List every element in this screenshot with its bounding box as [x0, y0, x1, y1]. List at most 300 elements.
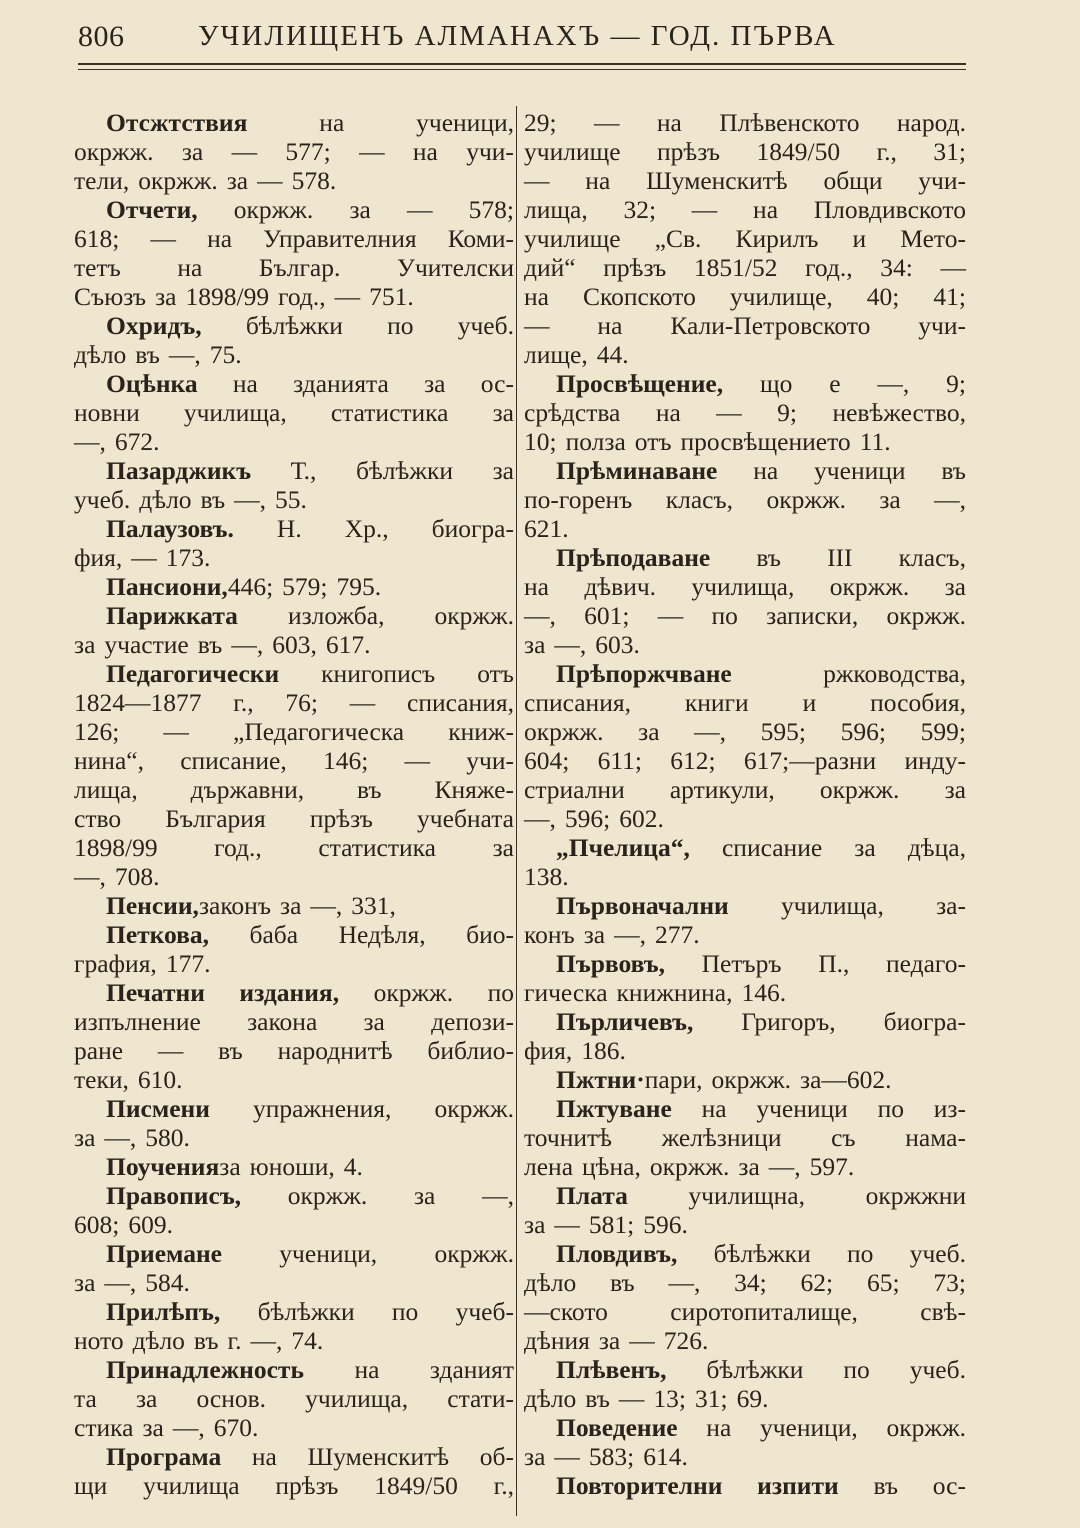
- index-entry-text: за: [854, 833, 876, 862]
- index-line: [74, 601, 514, 630]
- index-entry-text: ученици,: [759, 1413, 858, 1442]
- index-entry-keyword: Пжтуване: [556, 1094, 672, 1123]
- index-entry-text: бѣлѣжки: [706, 1355, 804, 1384]
- index-line: [74, 717, 514, 746]
- index-entry-text: Кали-Петровското: [670, 311, 871, 340]
- index-entry-text: г.,: [876, 137, 897, 166]
- index-entry-text: по: [847, 1239, 874, 1268]
- index-line: [74, 398, 514, 427]
- index-line: [524, 1384, 966, 1413]
- index-entry-text: баба: [249, 920, 299, 949]
- index-entry-text: основ.: [196, 1384, 267, 1413]
- index-entry-text: 74.: [291, 1326, 324, 1355]
- index-entry-text: лища,: [74, 775, 138, 804]
- index-entry-text: 602.: [619, 804, 664, 833]
- index-entry-text: училища,: [691, 572, 795, 601]
- index-entry-text: училище: [524, 137, 621, 166]
- index-entry-text: тели,: [74, 166, 130, 195]
- index-entry-text: Шуменскитѣ: [307, 1442, 450, 1471]
- index-line: [524, 1094, 966, 1123]
- index-entry-text: 603,: [272, 630, 317, 659]
- index-line: [74, 369, 514, 398]
- index-entry-text: зданията: [293, 369, 389, 398]
- index-entry-text: 670.: [213, 1413, 259, 1442]
- index-entry-text: учебната: [417, 804, 514, 833]
- index-entry-text: —,: [768, 1152, 801, 1181]
- index-entry-text: окржж.: [434, 1239, 514, 1268]
- index-entry-text: стриални: [524, 775, 625, 804]
- index-entry-text: за: [524, 630, 546, 659]
- index-entry-text: —: [554, 1210, 580, 1239]
- index-entry-text: на: [597, 311, 623, 340]
- index-line: [524, 746, 966, 775]
- index-line: [74, 1007, 514, 1036]
- index-entry-text: учеб.: [457, 311, 514, 340]
- index-entry-text: 596.: [643, 1210, 688, 1239]
- index-entry-text: Мето-: [900, 224, 966, 253]
- index-line: [524, 1123, 966, 1152]
- index-line: [524, 659, 966, 688]
- index-entry-text: г.,: [493, 1471, 514, 1500]
- index-entry-keyword: Палаузовъ.: [106, 514, 234, 543]
- index-entry-text: 608;: [74, 1210, 120, 1239]
- index-line: [74, 311, 514, 340]
- index-line: [74, 659, 514, 688]
- index-line: [524, 630, 966, 659]
- index-entry-text: 596;: [840, 717, 886, 746]
- index-entry-text: свѣ-: [920, 1297, 966, 1326]
- index-line: [524, 456, 966, 485]
- index-entry-text: окржж.: [766, 485, 846, 514]
- index-entry-text: 11.: [859, 427, 891, 456]
- index-line: [74, 1210, 514, 1239]
- index-entry-keyword: Първовъ,: [556, 949, 665, 978]
- index-line: [524, 427, 966, 456]
- index-entry-text: упражнения,: [252, 1094, 392, 1123]
- index-entry-text: 13;: [653, 1384, 686, 1413]
- index-entry-text: окржж.: [138, 166, 218, 195]
- index-entry-text: цѣна,: [582, 1152, 641, 1181]
- index-entry-text: —,: [104, 1123, 137, 1152]
- index-entry-text: дѣло: [524, 1384, 577, 1413]
- index-entry-text: лища,: [524, 195, 588, 224]
- index-line: [74, 427, 514, 456]
- index-line: [74, 137, 514, 166]
- index-entry-keyword: Поучения: [106, 1152, 220, 1181]
- index-entry-text: е: [829, 369, 841, 398]
- index-line: [524, 1239, 966, 1268]
- index-entry-keyword: Приемане: [106, 1239, 222, 1268]
- index-entry-text: Българ.: [258, 253, 341, 282]
- index-entry-text: 617;—разни: [743, 746, 877, 775]
- index-entry-text: 186.: [581, 1036, 626, 1065]
- index-entry-text: за: [944, 572, 966, 601]
- index-entry-text: стати-: [447, 1384, 514, 1413]
- index-entry-text: —,: [554, 630, 587, 659]
- index-entry-text: —,: [524, 601, 556, 630]
- index-entry-text: 601;: [584, 601, 630, 630]
- index-entry-text: П.,: [818, 949, 850, 978]
- index-entry-text: ржководства,: [823, 659, 966, 688]
- index-entry-text: на: [524, 572, 549, 601]
- index-entry-text: закона: [247, 1007, 318, 1036]
- index-entry-keyword: Пансиони,: [106, 572, 228, 601]
- index-line: [524, 1355, 966, 1384]
- index-line: [524, 949, 966, 978]
- index-entry-keyword: Оцѣнка: [106, 369, 198, 398]
- index-entry-text: по: [843, 1355, 870, 1384]
- index-line: [524, 1442, 966, 1471]
- index-entry-text: —,: [934, 485, 966, 514]
- index-entry-text: за—602.: [800, 1065, 892, 1094]
- index-entry-text: книжнина,: [616, 978, 733, 1007]
- index-line: [524, 1152, 966, 1181]
- index-entry-text: 577;: [285, 137, 331, 166]
- index-entry-text: 62;: [800, 1268, 834, 1297]
- index-entry-text: —: [163, 717, 189, 746]
- index-entry-text: училищна,: [688, 1181, 805, 1210]
- index-entry-text: 597.: [809, 1152, 855, 1181]
- index-entry-text: —: [618, 1384, 645, 1413]
- index-entry-text: за: [74, 1268, 96, 1297]
- index-entry-text: на: [585, 166, 611, 195]
- index-entry-text: за: [219, 1152, 241, 1181]
- index-entry-text: учеб-: [455, 1297, 514, 1326]
- index-entry-text: на: [319, 108, 345, 137]
- index-entry-text: по: [877, 1094, 904, 1123]
- index-entry-text: год.,: [214, 833, 262, 862]
- index-entry-text: 146.: [741, 978, 787, 1007]
- index-entry-text: дѣло: [524, 1268, 577, 1297]
- index-line: [74, 108, 514, 137]
- index-entry-text: за: [363, 1007, 385, 1036]
- index-line: [524, 369, 966, 398]
- index-entry-text: 1824—1877: [74, 688, 202, 717]
- index-entry-text: за: [424, 369, 446, 398]
- index-entry-text: въ: [610, 1268, 635, 1297]
- column-divider: [516, 106, 517, 1516]
- index-line: [524, 282, 966, 311]
- index-entry-text: 34;: [734, 1268, 767, 1297]
- index-entry-text: за: [155, 282, 177, 311]
- index-entry-text: Т.,: [290, 456, 317, 485]
- index-entry-text: 1898/99: [185, 282, 270, 311]
- index-entry-text: 75.: [209, 340, 242, 369]
- index-entry-text: Григоръ,: [741, 1007, 836, 1036]
- index-entry-text: 177.: [165, 949, 211, 978]
- index-entry-text: Недѣля,: [338, 920, 426, 949]
- index-entry-text: Коми-: [447, 224, 514, 253]
- index-entry-text: бѣлѣжки: [245, 311, 343, 340]
- index-entry-keyword: Печатни: [106, 978, 205, 1007]
- index-entry-text: въ: [200, 485, 226, 514]
- index-entry-text: —: [131, 543, 157, 572]
- running-title: УЧИЛИЩЕНЪ АЛМАНАХЪ — ГОД. ПЪРВА: [198, 20, 837, 52]
- index-line: [74, 340, 514, 369]
- index-entry-text: —,: [310, 891, 343, 920]
- index-entry-text: —,: [877, 369, 910, 398]
- index-line: [524, 833, 966, 862]
- index-entry-keyword: Просвѣщение,: [556, 369, 724, 398]
- index-entry-text: Петъръ: [701, 949, 782, 978]
- index-line: [524, 862, 966, 891]
- index-entry-text: по: [711, 601, 738, 630]
- index-entry-text: окржж.: [886, 601, 966, 630]
- index-entry-text: год.,: [278, 282, 326, 311]
- index-line: [74, 166, 514, 195]
- index-line: [74, 1036, 514, 1065]
- index-entry-text: 599;: [920, 717, 966, 746]
- index-entry-text: за: [226, 166, 249, 195]
- index-entry-text: окржж.: [373, 978, 454, 1007]
- index-entry-text: Съюзъ: [74, 282, 147, 311]
- index-line: [524, 108, 966, 137]
- index-entry-text: окржж.: [233, 195, 314, 224]
- index-entry-text: отъ: [477, 659, 514, 688]
- index-entry-text: гическа: [524, 978, 608, 1007]
- index-entry-keyword: издания,: [239, 978, 340, 1007]
- index-entry-text: —,: [168, 340, 201, 369]
- index-entry-keyword: Охридъ,: [106, 311, 202, 340]
- index-entry-text: юноши,: [249, 1152, 335, 1181]
- index-line: [74, 1094, 514, 1123]
- index-entry-text: за: [492, 456, 514, 485]
- page-header: [78, 14, 968, 58]
- index-line: [74, 833, 514, 862]
- index-entry-text: за: [944, 775, 966, 804]
- index-entry-text: —: [359, 137, 385, 166]
- index-line: [524, 688, 966, 717]
- index-entry-text: съ: [831, 1123, 856, 1152]
- index-entry-text: 672.: [114, 427, 160, 456]
- index-line: [524, 166, 966, 195]
- index-line: [524, 543, 966, 572]
- index-entry-keyword: Първоначални: [556, 891, 729, 920]
- index-entry-text: желѣзници: [661, 1123, 782, 1152]
- index-entry-text: 581;: [588, 1210, 635, 1239]
- index-entry-text: щи: [74, 1471, 108, 1500]
- index-entry-text: —,: [74, 427, 106, 456]
- index-entry-text: книгописъ: [321, 659, 436, 688]
- index-entry-text: училище: [524, 224, 621, 253]
- index-entry-text: и: [802, 688, 817, 717]
- index-entry-text: за: [598, 1326, 621, 1355]
- index-entry-text: дѣния: [524, 1326, 590, 1355]
- index-entry-text: тетъ: [74, 253, 121, 282]
- index-entry-text: пари,: [644, 1065, 703, 1094]
- index-entry-text: дѣвич.: [584, 572, 657, 601]
- index-entry-text: прѣзъ: [603, 253, 667, 282]
- index-entry-text: 4.: [343, 1152, 363, 1181]
- index-line: [524, 717, 966, 746]
- index-entry-text: 446;: [227, 572, 274, 601]
- index-entry-keyword: Пазарджикъ: [106, 456, 252, 485]
- index-entry-text: учеб.: [909, 1355, 966, 1384]
- index-entry-text: за: [492, 398, 514, 427]
- index-entry-text: —: [716, 398, 742, 427]
- index-entry-text: на: [177, 253, 203, 282]
- index-entry-text: лена: [524, 1152, 574, 1181]
- index-entry-text: —ското: [524, 1297, 608, 1326]
- index-line: [524, 601, 966, 630]
- index-entry-text: окржж.: [434, 601, 514, 630]
- index-entry-text: за: [349, 195, 371, 224]
- index-entry-text: въ: [941, 456, 966, 485]
- index-entry-keyword: Пловдивъ,: [556, 1239, 678, 1268]
- index-entry-keyword: Програма: [106, 1442, 222, 1471]
- index-entry-text: педаго-: [885, 949, 966, 978]
- index-entry-text: —: [407, 195, 433, 224]
- index-entry-text: окржж.: [649, 1152, 730, 1181]
- index-entry-text: Шуменскитѣ: [646, 166, 788, 195]
- index-line: [524, 1210, 966, 1239]
- index-entry-text: 44.: [596, 340, 629, 369]
- index-line: [74, 224, 514, 253]
- index-entry-text: —,: [172, 1413, 205, 1442]
- index-entry-text: инду-: [904, 746, 966, 775]
- index-entry-text: ос-: [480, 369, 514, 398]
- index-entry-text: 76;: [285, 688, 318, 717]
- index-entry-text: 578.: [291, 166, 337, 195]
- index-entry-keyword: Отчети,: [106, 195, 198, 224]
- index-entry-text: въ: [357, 775, 382, 804]
- index-line: [524, 224, 966, 253]
- index-entry-text: 617.: [325, 630, 371, 659]
- index-entry-text: Управителния: [263, 224, 417, 253]
- index-entry-text: стика: [74, 1413, 134, 1442]
- index-line: [524, 891, 966, 920]
- index-entry-text: Кирилъ: [735, 224, 819, 253]
- index-entry-keyword: Парижката: [106, 601, 238, 630]
- index-entry-text: на: [232, 369, 258, 398]
- page-number: 806: [78, 20, 125, 53]
- index-entry-text: учи-: [918, 166, 966, 195]
- index-entry-text: 10;: [524, 427, 557, 456]
- index-entry-text: законъ: [198, 891, 272, 920]
- index-entry-text: —: [593, 108, 620, 137]
- index-entry-text: Скопското: [582, 282, 696, 311]
- index-entry-text: по: [487, 978, 514, 1007]
- index-entry-keyword: Повторителни: [556, 1471, 723, 1500]
- index-line: [74, 1442, 514, 1471]
- index-line: [74, 1326, 514, 1355]
- index-entry-text: —,: [250, 1326, 283, 1355]
- index-entry-text: III: [827, 543, 853, 572]
- index-entry-text: точнитѣ: [524, 1123, 613, 1152]
- index-entry-text: списания,: [407, 688, 514, 717]
- index-entry-text: дѣло: [74, 340, 127, 369]
- index-entry-text: 795.: [336, 572, 382, 601]
- header-rule-thin: [78, 69, 966, 70]
- index-entry-text: въ: [193, 1326, 219, 1355]
- index-entry-keyword: Писмени: [106, 1094, 210, 1123]
- index-entry-text: държавни,: [190, 775, 305, 804]
- index-line: [524, 398, 966, 427]
- index-entry-text: —: [629, 1326, 655, 1355]
- index-entry-text: прѣзъ: [275, 1471, 339, 1500]
- index-entry-text: на: [251, 1442, 277, 1471]
- index-entry-text: за-: [936, 891, 966, 920]
- index-entry-text: биогра-: [431, 514, 514, 543]
- index-entry-text: училище,: [729, 282, 833, 311]
- index-entry-keyword: Педагогически: [106, 659, 280, 688]
- index-entry-text: окржж.: [886, 1413, 966, 1442]
- index-entry-text: артикули,: [669, 775, 775, 804]
- index-entry-text: училища,: [780, 891, 884, 920]
- index-entry-text: окржжни: [865, 1181, 966, 1210]
- index-line: [524, 1413, 966, 1442]
- index-line: [74, 195, 514, 224]
- index-entry-text: окржж.: [74, 137, 154, 166]
- index-entry-keyword: „Пчелица“,: [556, 833, 690, 862]
- index-entry-text: училища,: [183, 398, 287, 427]
- index-entry-text: дий“: [524, 253, 576, 282]
- index-entry-keyword: изпити: [757, 1471, 839, 1500]
- index-line: [524, 804, 966, 833]
- index-entry-text: учеб.: [74, 485, 131, 514]
- index-entry-text: прѣзъ: [309, 804, 373, 833]
- index-line: [74, 253, 514, 282]
- index-line: [524, 195, 966, 224]
- index-entry-keyword: Поведение: [556, 1413, 678, 1442]
- index-entry-text: г.: [227, 1326, 242, 1355]
- index-line: [524, 137, 966, 166]
- index-entry-text: 65;: [866, 1268, 900, 1297]
- index-entry-text: —,: [482, 1181, 514, 1210]
- index-entry-text: статистика: [318, 833, 436, 862]
- index-entry-text: 1851/52: [693, 253, 778, 282]
- index-line: [524, 485, 966, 514]
- index-line: [74, 1065, 514, 1094]
- index-entry-text: отъ: [634, 427, 672, 456]
- index-entry-text: ученици,: [279, 1239, 378, 1268]
- index-entry-text: окржж.: [287, 1181, 368, 1210]
- index-line: [74, 1152, 514, 1181]
- index-entry-text: училища: [143, 1471, 240, 1500]
- index-entry-text: Н.: [276, 514, 302, 543]
- index-entry-text: Учителски: [396, 253, 514, 282]
- index-line: [524, 340, 966, 369]
- index-entry-text: —: [334, 282, 361, 311]
- index-entry-text: за: [142, 1413, 164, 1442]
- index-entry-text: ос-: [932, 1471, 966, 1500]
- index-entry-text: —: [349, 688, 376, 717]
- index-entry-text: учи-: [466, 746, 514, 775]
- index-entry-text: графия,: [74, 949, 157, 978]
- index-entry-keyword: Прѣминаване: [556, 456, 718, 485]
- index-entry-text: училища,: [305, 1384, 409, 1413]
- index-entry-text: общи: [823, 166, 883, 195]
- index-entry-text: що: [759, 369, 793, 398]
- index-entry-text: въ: [197, 630, 223, 659]
- index-entry-text: за: [524, 1210, 546, 1239]
- index-entry-text: пособия,: [870, 688, 966, 717]
- index-entry-text: 73;: [933, 1268, 966, 1297]
- index-entry-text: 618;: [74, 224, 120, 253]
- index-entry-text: 583;: [588, 1442, 635, 1471]
- index-entry-text: 614.: [643, 1442, 688, 1471]
- index-entry-text: —,: [104, 1268, 137, 1297]
- index-entry-text: учи-: [466, 137, 514, 166]
- index-entry-text: на: [655, 398, 681, 427]
- index-entry-text: на: [524, 282, 549, 311]
- index-entry-text: записки,: [766, 601, 859, 630]
- index-line: [74, 543, 514, 572]
- index-entry-text: списание: [721, 833, 823, 862]
- index-entry-text: 29;: [524, 108, 557, 137]
- index-line: [524, 514, 966, 543]
- index-entry-text: дѣло: [132, 1326, 185, 1355]
